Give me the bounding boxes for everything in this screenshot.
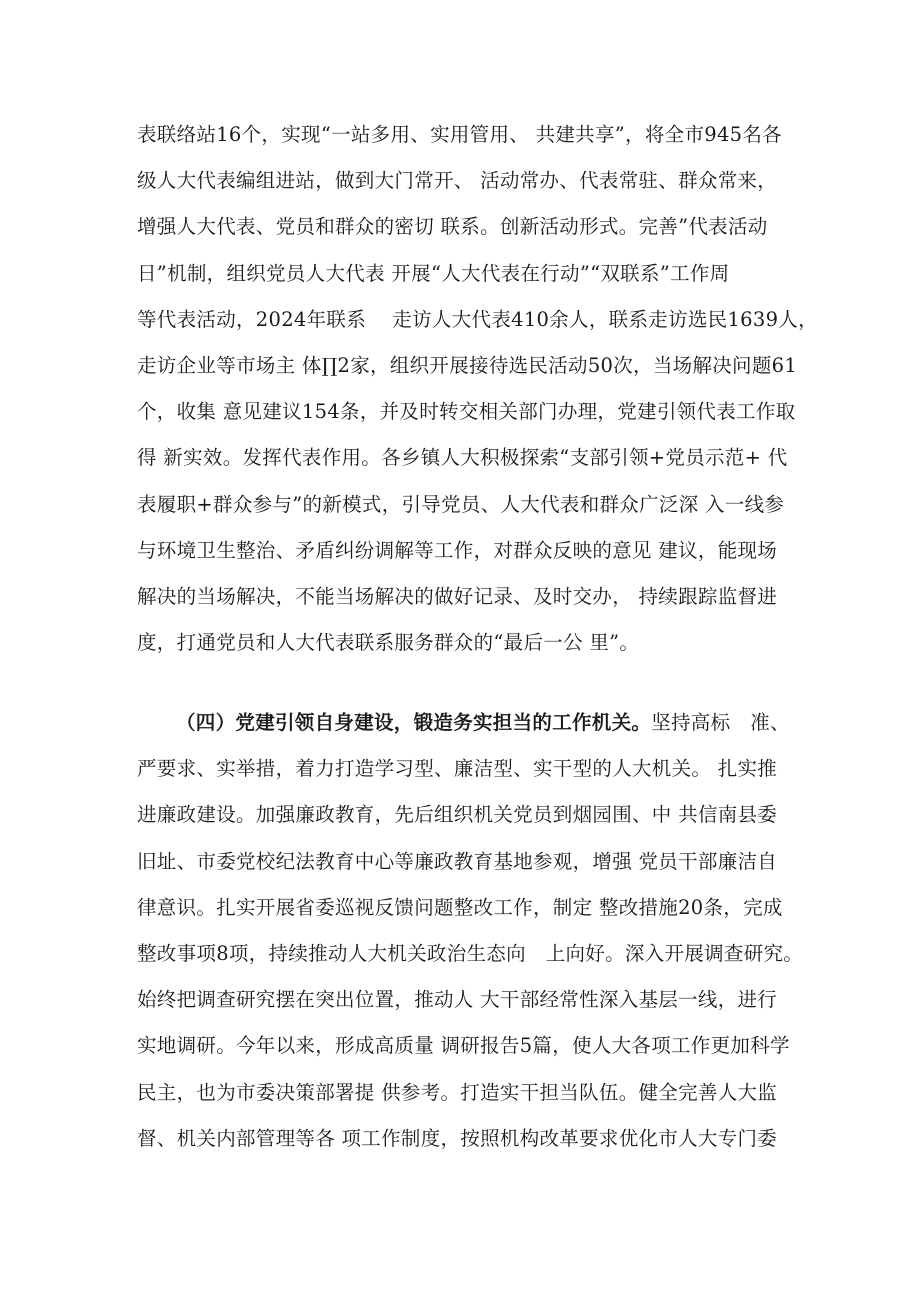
paragraph-1	[137, 112, 818, 666]
text-line: 表联络站16个，实现“一站多用、实用管用、 共建共享”，将全市945名各	[137, 123, 782, 146]
text-line: 表履职+群众参与”的新模式，引导党员、人大代表和群众广泛深 入一线参	[137, 492, 785, 516]
text-line: 得 新实效。发挥代表作用。各乡镇人大积极探索“支部引领+党员示范+ 代	[137, 446, 788, 470]
section-heading-line	[137, 700, 797, 746]
text-line: 级人大代表编组进站，做到大门常开、 活动常办、代表常驻、群众常来，	[137, 169, 778, 193]
text-line: 律意识。扎实开展省委巡视反馈问题整改工作，制定 整改措施20条，完成	[137, 895, 783, 919]
text-line: 走访企业等市场主 体∏2家，组织开展接待选民活动50次，当场解决问题61	[137, 353, 798, 377]
text-line: 个，收集 意见建议154条，并及时转交相关部门办理，党建引领代表工作取	[137, 400, 796, 424]
text-line: 民主，也为市委决策部署提 供参考。打造实干担当队伍。健全完善人大监	[137, 1080, 778, 1104]
text-line: 解决的当场解决，不能当场解决的做好记录、及时交办， 持续跟踪监督进	[137, 584, 778, 608]
text-line: 督、机关内部管理等各 项工作制度，按照机构改革要求优化市人大专门委	[137, 1126, 778, 1150]
section-heading: （四）党建引领自身建设，锻造务实担当的工作机关。	[176, 711, 652, 734]
text-line: 增强人大代表、党员和群众的密切 联系。创新活动形式。完善”代表活动	[137, 215, 768, 239]
text-line: 旧址、市委党校纪法教育中心等廉政教育基地参观，增强 党员干部廉洁自	[137, 849, 778, 873]
text-line: 进廉政建设。加强廉政教育，先后组织机关党员到烟园围、中 共信南县委	[137, 803, 778, 827]
text-line: 日”机制，组织党员人大代表 开展“人大代表在行动”“双联系”工作周	[137, 261, 730, 285]
text-line: 等代表活动，2024年联系 走访人大代表410余人，联系走访选民1639人，	[137, 307, 818, 331]
text-line: 严要求、实举措，着力打造学习型、廉洁型、实干型的人大机关。 扎实推	[137, 757, 778, 781]
text-line: 整改事项8项，持续推动人大机关政治生态向 上向好。深入开展调查研究。	[137, 941, 804, 965]
text-line: 始终把调查研究摆在突出位置，推动人 大干部经常性深入基层一线，进行	[137, 988, 778, 1012]
heading-line-rest: 坚持高标 准、	[651, 711, 790, 734]
paragraph-2	[137, 700, 804, 1162]
text-line: 与环境卫生整治、矛盾纠纷调解等工作，对群众反映的意见 建议，能现场	[137, 538, 778, 562]
text-line: 实地调研。今年以来，形成高质量 调研报告5篇，使人大各项工作更加科学	[137, 1034, 790, 1058]
text-line: 度，打通党员和人大代表联系服务群众的“最后一公 里”。	[137, 631, 640, 655]
